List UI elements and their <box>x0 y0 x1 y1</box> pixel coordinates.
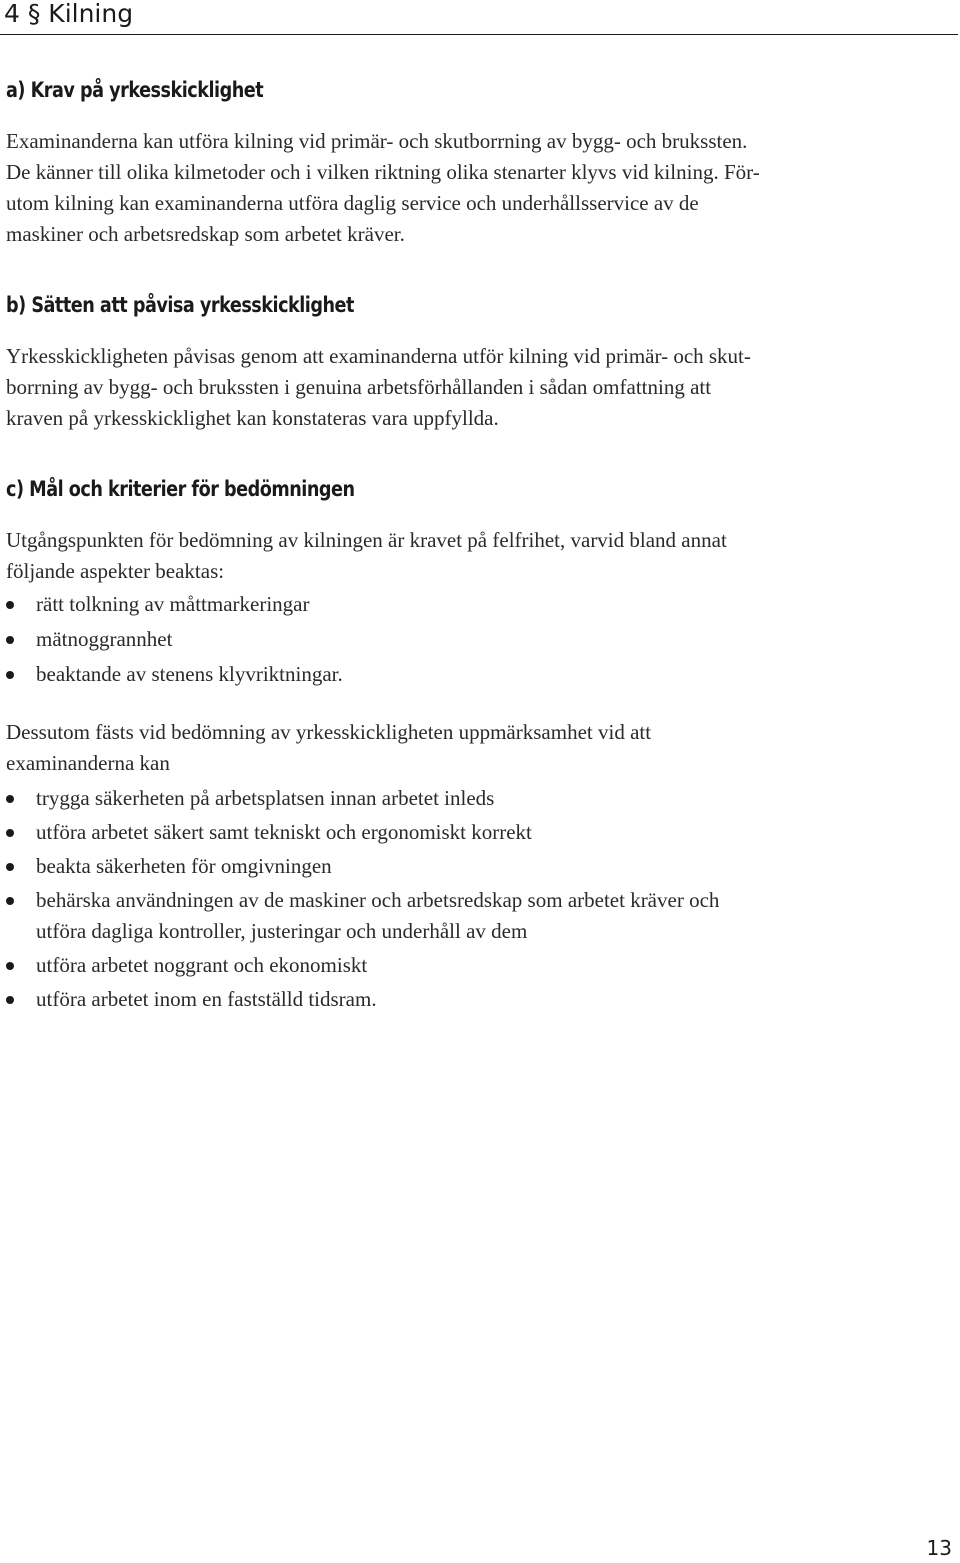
examinee-abilities-list <box>6 783 719 1015</box>
section-a-heading: a) Krav på yrkesskicklighet <box>6 78 264 102</box>
bullet-icon <box>6 996 14 1004</box>
bullet-icon <box>6 962 14 970</box>
paragraph-line: borrning av bygg- och brukssten i genuina arbetsförhållanden i sådan omfattning att <box>6 375 712 399</box>
list-item: behärska användningen av de maskiner och arbetsredskap som arbetet kräver och utföra dagliga kontroller, justeringar och underhåll av dem <box>6 885 719 947</box>
paragraph-line: Dessutom fästs vid bedömning av yrkesskickligheten uppmärksamhet vid att <box>6 720 652 744</box>
list-item: mätnoggrannhet <box>6 624 343 655</box>
section-c-heading: c) Mål och kriterier för bedömningen <box>6 477 355 501</box>
assessment-criteria-list <box>6 589 343 690</box>
page-number: 13 <box>926 1536 952 1560</box>
section-a-paragraph <box>6 126 936 250</box>
list-item: rätt tolkning av måttmarkeringar <box>6 589 343 620</box>
bullet-icon <box>6 601 14 609</box>
section-c-intro <box>6 525 936 587</box>
list-item: beakta säkerheten för omgivningen <box>6 851 719 882</box>
paragraph-line: De känner till olika kilmetoder och i vilken riktning olika stenarter klyvs vid kilning. För- <box>6 160 760 184</box>
paragraph-line: följande aspekter beaktas: <box>6 559 225 583</box>
paragraph-line: maskiner och arbetsredskap som arbetet kräver. <box>6 222 405 246</box>
list-item: utföra arbetet säkert samt tekniskt och ergonomiskt korrekt <box>6 817 719 848</box>
bullet-icon <box>6 863 14 871</box>
section-b-paragraph <box>6 341 936 434</box>
bullet-icon <box>6 829 14 837</box>
page-header <box>0 0 958 35</box>
section-b-heading: b) Sätten att påvisa yrkesskicklighet <box>6 293 354 317</box>
paragraph-line: Examinanderna kan utföra kilning vid primär- och skutborrning av bygg- och brukssten. <box>6 129 748 153</box>
page-title: 4 § Kilning <box>4 0 134 28</box>
list-item: beaktande av stenens klyvriktningar. <box>6 659 343 690</box>
list-item: utföra arbetet inom en fastställd tidsram. <box>6 984 719 1015</box>
list-item: utföra arbetet noggrant och ekonomiskt <box>6 950 719 981</box>
bullet-icon <box>6 671 14 679</box>
paragraph-line: examinanderna kan <box>6 751 170 775</box>
paragraph-line: Yrkesskickligheten påvisas genom att examinanderna utför kilning vid primär- och skut- <box>6 344 751 368</box>
paragraph-line: Utgångspunkten för bedömning av kilningen är kravet på felfrihet, varvid bland annat <box>6 528 727 552</box>
bullet-icon <box>6 897 14 905</box>
paragraph-line: kraven på yrkesskicklighet kan konstateras vara uppfyllda. <box>6 406 499 430</box>
section-c-intro-2 <box>6 717 936 779</box>
bullet-icon <box>6 636 14 644</box>
bullet-icon <box>6 795 14 803</box>
paragraph-line: utom kilning kan examinanderna utföra daglig service och underhållsservice av de <box>6 191 699 215</box>
list-item: trygga säkerheten på arbetsplatsen innan arbetet inleds <box>6 783 719 814</box>
